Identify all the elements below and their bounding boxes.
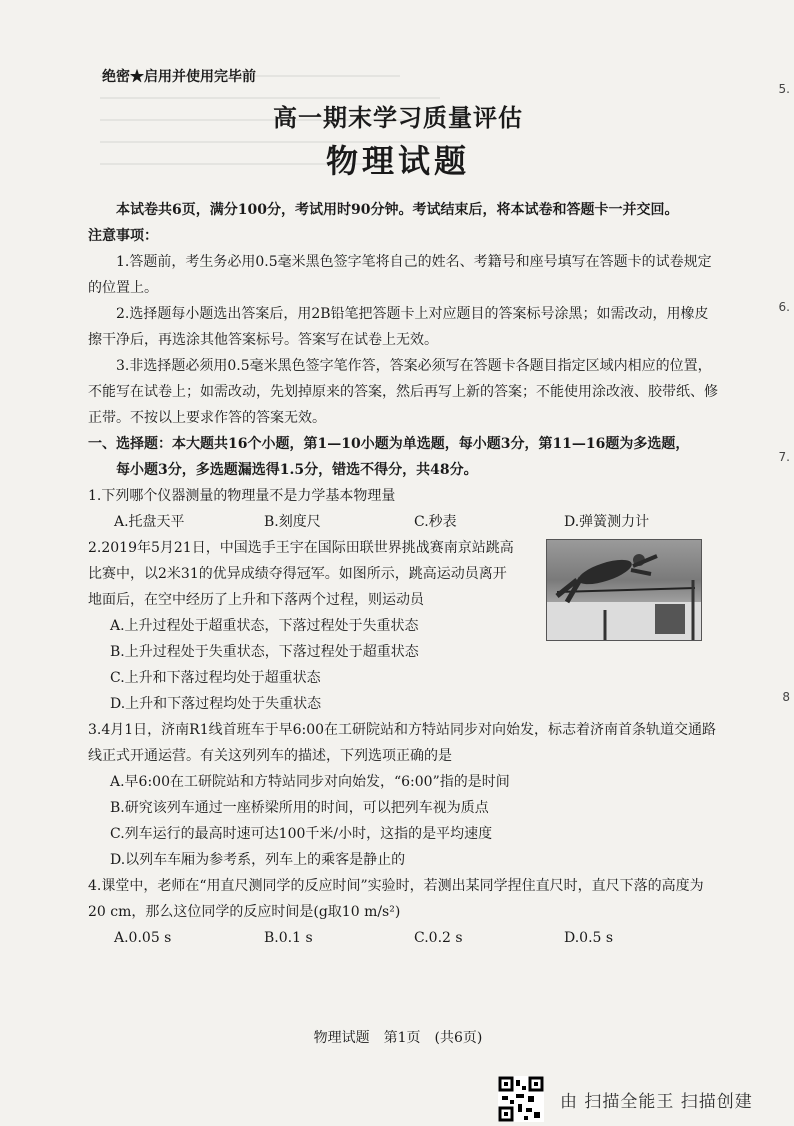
- question-stem: 4.课堂中，老师在“用直尺测同学的反应时间”实验时，若测出某同学捏住直尺时，直尺下落的高度为20 cm，那么这位同学的反应时间是(g取10 m/s²): [88, 878, 704, 920]
- question-1: [88, 483, 718, 535]
- option-d: D.上升和下落过程均处于失重状态: [110, 696, 322, 712]
- option-b: B.刻度尺: [264, 514, 321, 530]
- option-b: B.研究该列车通过一座桥梁所用的时间，可以把列车视为质点: [110, 800, 489, 816]
- edge-mark: 5.: [778, 82, 790, 96]
- notice-item: 2.选择题每小题选出答案后，用2B铅笔把答题卡上对应题目的答案标号涂黑；如需改动，用橡皮擦干净后，再选涂其他答案标号。答案写在试卷上无效。: [88, 306, 709, 348]
- option-c: C.0.2 s: [414, 930, 463, 946]
- question-stem: 1.下列哪个仪器测量的物理量不是力学基本物理量: [88, 488, 396, 504]
- option-b: B.上升过程处于失重状态，下落过程处于超重状态: [110, 644, 419, 660]
- option-c: C.上升和下落过程均处于超重状态: [110, 670, 321, 686]
- notice-item: 3.非选择题必须用0.5毫米黑色签字笔作答，答案必须写在答题卡各题目指定区域内相应的位置，不能写在试卷上；如需改动，先划掉原来的答案，然后再写上新的答案；不能使用涂改液、胶带纸、修正带。不按以上要求作答的答案无效。: [88, 358, 718, 426]
- notice-item: 1.答题前，考生务必用0.5毫米黑色签字笔将自己的姓名、考籍号和座号填写在答题卡的试卷规定的位置上。: [88, 254, 712, 296]
- exam-body: [88, 197, 718, 951]
- high-jump-photo: [546, 539, 702, 641]
- section-heading-line2: 每小题3分，多选题漏选得1.5分，错选不得分，共48分。: [116, 462, 478, 478]
- option-d: D.以列车车厢为参考系，列车上的乘客是静止的: [110, 852, 406, 868]
- edge-mark: 6.: [778, 300, 790, 314]
- edge-mark: 8: [782, 690, 790, 704]
- option-c: C.列车运行的最高时速可达100千米/小时，这指的是平均速度: [110, 826, 493, 842]
- option-d: D.弹簧测力计: [564, 514, 650, 530]
- intro-text: 本试卷共6页，满分100分，考试用时90分钟。考试结束后，将本试卷和答题卡一并交回。: [116, 202, 679, 218]
- option-row: [88, 925, 718, 951]
- qr-code-icon: [498, 1076, 544, 1122]
- notice-heading: 注意事项：: [88, 228, 158, 244]
- option-a: A.托盘天平: [114, 514, 185, 530]
- option-a: A.0.05 s: [114, 930, 172, 946]
- scanner-watermark: [498, 1076, 753, 1122]
- option-a: A.上升过程处于超重状态，下落过程处于失重状态: [110, 618, 419, 634]
- subject-title: 物理试题: [325, 142, 470, 180]
- question-4: [88, 873, 718, 951]
- question-stem: 3.4月1日，济南R1线首班车于早6:00在工研院站和方特站同步对向始发，标志着济南首条轨道交通路线正式开通运营。有关这列列车的描述，下列选项正确的是: [88, 722, 717, 764]
- exam-title: 高一期末学习质量评估: [273, 103, 523, 132]
- option-a: A.早6:00在工研院站和方特站同步对向始发，“6:00”指的是时间: [110, 774, 510, 790]
- exam-page: [78, 52, 718, 1062]
- option-b: B.0.1 s: [264, 930, 313, 946]
- secret-label: 绝密★启用并使用完毕前: [102, 69, 256, 85]
- question-stem: 2.2019年5月21日，中国选手王宇在国际田联世界挑战赛南京站跳高比赛中，以2米31的优异成绩夺得冠军。如图所示，跳高运动员离开地面后，在空中经历了上升和下落两个过程，则运动员: [88, 540, 514, 608]
- question-3: [88, 717, 718, 873]
- option-row: [88, 509, 718, 535]
- option-c: C.秒表: [414, 514, 457, 530]
- edge-mark: 7.: [778, 450, 790, 464]
- section-heading-line1: 一、选择题：本大题共16个小题，第1—10小题为单选题，每小题3分，第11—16题为多选题，: [88, 436, 690, 452]
- option-d: D.0.5 s: [564, 930, 614, 946]
- section-heading: [88, 431, 718, 483]
- scanner-text: 由 扫描全能王 扫描创建: [560, 1091, 753, 1112]
- page-footer: 物理试题 第1页 (共6页): [313, 1030, 483, 1046]
- question-2: [88, 535, 718, 717]
